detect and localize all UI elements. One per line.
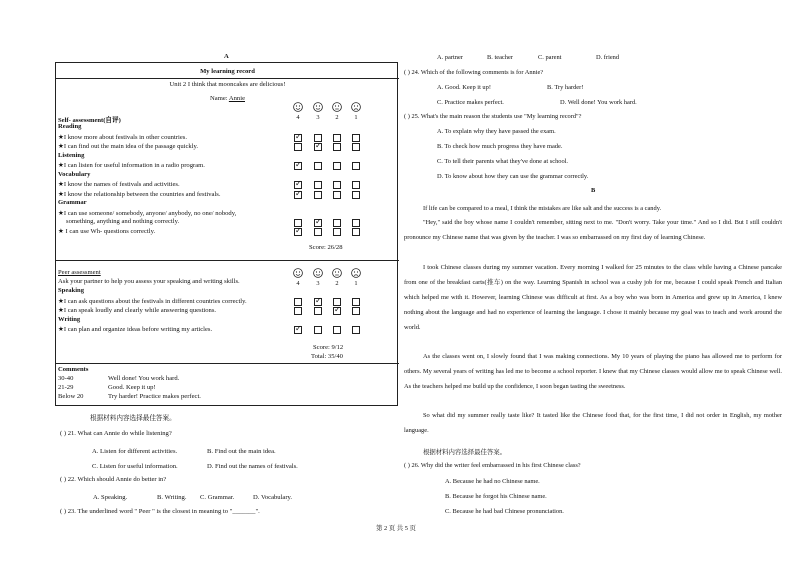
passage-paragraph: As the classes went on, I slowly found that I was making connections. My 10 years of playing the piano has allowed me to perform for others. My several years of writing has led me to become a school reporter. I knew that my Chinese classes would allow me to speak Chinese well. As the teachers helped me build up the confidence, I soon began tasting the sweetness. [404, 353, 782, 390]
level-label: 3 [316, 280, 320, 287]
rating-checkbox[interactable] [333, 134, 341, 142]
assessment-item: ★I can find out the main idea of the passage quickly. [58, 143, 199, 150]
face-rating-icon-1 [351, 268, 361, 278]
question-stem: ( ) 25. What's the main reason the students use "My learning record"? [404, 113, 582, 120]
answer-option[interactable]: B. Writing. [157, 494, 187, 501]
answer-option[interactable]: A. Because he had no Chinese name. [445, 478, 540, 485]
rating-checkbox[interactable] [333, 219, 341, 227]
answer-option[interactable]: B. Find out the main idea. [207, 448, 276, 455]
page-footer: 第 2 页 共 5 页 [376, 525, 416, 532]
answer-option[interactable]: C. Practice makes perfect. [437, 99, 504, 106]
peer-assessment-title: Peer assessment [58, 269, 101, 276]
answer-option[interactable]: B. Because he forgot his Chinese name. [445, 493, 547, 500]
level-label: 4 [296, 114, 300, 121]
rating-checkbox[interactable] [333, 228, 341, 236]
self-score: Score: 26/28 [309, 244, 343, 251]
rating-checkbox[interactable] [314, 228, 322, 236]
rating-checkbox[interactable] [314, 307, 322, 315]
instruction-b: 根据材料内容选择最佳答案。 [423, 449, 507, 456]
answer-option[interactable]: A. partner [437, 54, 463, 61]
rating-checkbox[interactable] [333, 307, 341, 315]
answer-option[interactable]: C. parent [538, 54, 562, 61]
face-rating-icon-4 [293, 268, 303, 278]
rating-checkbox[interactable] [314, 181, 322, 189]
assessment-item: ★I can listen for useful information in a radio program. [58, 162, 205, 169]
part-a-label: A [224, 53, 229, 60]
comment-text: Try harder! Practice makes perfect. [108, 393, 201, 400]
assessment-item: ★I know more about festivals in other countries. [58, 133, 187, 141]
instruction-a: 根据材料内容选择最佳答案。 [90, 415, 176, 422]
rating-checkbox[interactable] [333, 162, 341, 170]
rating-checkbox[interactable] [352, 143, 360, 151]
rating-checkbox[interactable] [314, 219, 322, 227]
record-comments-divider [56, 363, 399, 364]
comment-text: Well done! You work hard. [108, 375, 180, 382]
answer-option[interactable]: D. To know about how they can use the grammar correctly. [437, 173, 589, 180]
rating-checkbox[interactable] [333, 143, 341, 151]
peer-score: Score: 9/12 [313, 344, 344, 351]
comment-range: 30-40 [58, 375, 74, 382]
level-label: 4 [296, 280, 300, 287]
face-rating-icon-1 [351, 102, 361, 112]
rating-checkbox[interactable] [352, 228, 360, 236]
rating-checkbox[interactable] [352, 326, 360, 334]
assessment-item: ★I can speak loudly and clearly while answering questions. [58, 307, 217, 314]
self-assessment-title: Self- assessment(自评) [58, 117, 121, 124]
rating-checkbox[interactable] [352, 307, 360, 315]
assessment-item: ★I can plan and organize ideas before writing my articles. [58, 326, 213, 333]
rating-checkbox[interactable] [294, 326, 302, 334]
face-rating-icon-3 [313, 102, 323, 112]
rating-checkbox[interactable] [294, 134, 302, 142]
assessment-item: ★I can use someone/ somebody, anyone/ anybody, no one/ nobody, [58, 209, 237, 217]
question-stem: ( ) 22. Which should Annie do better in? [60, 476, 167, 483]
record-section-divider [56, 260, 399, 261]
passage-paragraph: So what did my summer really taste like? It tasted like the Chinese food that, for the first time, I did not order in English, my mother language. [404, 412, 782, 434]
learning-record-table [55, 62, 398, 406]
rating-checkbox[interactable] [352, 298, 360, 306]
rating-checkbox[interactable] [333, 326, 341, 334]
answer-option[interactable]: B. teacher [487, 54, 513, 61]
answer-option[interactable]: A. Good. Keep it up! [437, 84, 491, 91]
rating-checkbox[interactable] [314, 162, 322, 170]
rating-checkbox[interactable] [294, 162, 302, 170]
question-stem: ( ) 24. Which of the following comments is for Annie? [404, 69, 544, 76]
part-b-label: B [591, 187, 596, 194]
level-label: 1 [354, 280, 358, 287]
section-heading: Writing [58, 315, 81, 323]
face-rating-icon-2 [332, 268, 342, 278]
rating-checkbox[interactable] [314, 298, 322, 306]
passage-paragraph: I took Chinese classes during my summer vacation. Every morning I walked for 25 minutes to the class while having a Chinese pancake from one of the breakfast carts(推车) on the way. Learning Spanish in school was a cushy job for me, because I could speak French and Italian which helped me with it. However, learning Chinese was difficult at first. As a boy who was born in America and grew up in America, I knew nothing about the language and had no experience of learning the language. I chose it mainly because my goal was to teach and work around the world. [404, 264, 782, 331]
assessment-item: ★I know the names of festivals and activities. [58, 181, 180, 188]
record-name: Name: Annie [210, 95, 245, 102]
section-heading: Vocabulary [58, 170, 91, 178]
rating-checkbox[interactable] [333, 181, 341, 189]
rating-checkbox[interactable] [294, 228, 302, 236]
rating-checkbox[interactable] [333, 191, 341, 199]
comment-text: Good. Keep it up! [108, 384, 156, 391]
rating-checkbox[interactable] [294, 298, 302, 306]
answer-option[interactable]: C. Because he had bad Chinese pronunciation. [445, 508, 564, 515]
answer-option[interactable]: C. Listen for useful information. [92, 463, 178, 470]
comments-title: Comments [58, 366, 89, 373]
assessment-item: ★I know the relationship between the countries and festivals. [58, 190, 221, 198]
assessment-item-cont: something, anything and nothing correctly. [66, 217, 180, 225]
answer-option[interactable]: D. Well done! You work hard. [560, 99, 637, 106]
face-rating-icon-3 [313, 268, 323, 278]
rating-checkbox[interactable] [294, 191, 302, 199]
record-title: My learning record [200, 68, 255, 75]
level-label: 3 [316, 114, 320, 121]
rating-checkbox[interactable] [352, 219, 360, 227]
face-rating-icon-2 [332, 102, 342, 112]
level-label: 2 [335, 114, 339, 121]
assessment-item: ★I can ask questions about the festivals in different countries correctly. [58, 297, 247, 305]
comment-range: Below 20 [58, 393, 84, 400]
record-unit-line: Unit 2 I think that mooncakes are delicious! [169, 81, 286, 88]
rating-checkbox[interactable] [352, 134, 360, 142]
rating-checkbox[interactable] [352, 191, 360, 199]
peer-intro: Ask your partner to help you assess your speaking and writing skills. [58, 278, 240, 285]
rating-checkbox[interactable] [352, 181, 360, 189]
answer-option[interactable]: D. Find out the names of festivals. [207, 463, 298, 470]
answer-option[interactable]: A. Speaking. [93, 494, 128, 501]
rating-checkbox[interactable] [314, 143, 322, 151]
answer-option[interactable]: B. Try harder! [547, 84, 584, 91]
section-heading: Grammar [58, 199, 87, 206]
question-stem: ( ) 26. Why did the writer feel embarrassed in his first Chinese class? [404, 462, 581, 469]
passage-paragraph: "Hey," said the boy whose name I couldn't remember, sitting next to me. "Don't worry. Take your time." And so I did. But I still couldn't pronounce my Chinese name that was given by the teacher. I was so embarrassed on my first day of learning Chinese. [404, 219, 782, 241]
level-label: 1 [354, 114, 358, 121]
record-title-divider [56, 78, 399, 79]
face-rating-icon-4 [293, 102, 303, 112]
answer-option[interactable]: C. To tell their parents what they've done at school. [437, 158, 569, 165]
rating-checkbox[interactable] [314, 191, 322, 199]
rating-checkbox[interactable] [352, 162, 360, 170]
rating-checkbox[interactable] [314, 326, 322, 334]
rating-checkbox[interactable] [294, 143, 302, 151]
section-heading: Listening [58, 151, 85, 159]
section-heading: Speaking [58, 287, 85, 294]
section-heading: Reading [58, 123, 82, 130]
passage-paragraph: If life can be compared to a meal, I think the mistakes are like salt and the success is a candy. [423, 205, 662, 212]
answer-option[interactable]: B. To check how much progress they have made. [437, 143, 563, 150]
question-stem: ( ) 23. The underlined word " Peer " is the closest in meaning to "_______". [60, 508, 260, 515]
answer-option[interactable]: A. Listen for different activities. [92, 448, 178, 455]
rating-checkbox[interactable] [294, 307, 302, 315]
answer-option[interactable]: C. Grammar. [200, 494, 235, 501]
assessment-item: ★ I can use Wh- questions correctly. [58, 228, 156, 235]
answer-option[interactable]: D. friend [596, 54, 620, 61]
comment-range: 21-29 [58, 384, 74, 391]
level-label: 2 [335, 280, 339, 287]
answer-option[interactable]: A. To explain why they have passed the exam. [437, 128, 556, 135]
total-score: Total: 35/40 [311, 353, 343, 360]
question-stem: ( ) 21. What can Annie do while listening? [60, 430, 172, 437]
answer-option[interactable]: D. Vocabulary. [253, 494, 293, 501]
